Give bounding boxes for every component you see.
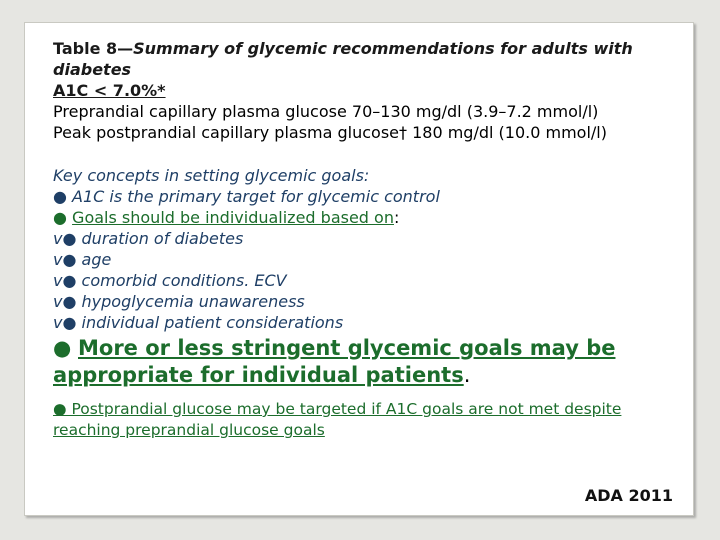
postprandial-target: Peak postprandial capillary plasma glucose† 180 mg/dl (10.0 mmol/l): [53, 123, 607, 142]
postprandial-note: ● Postprandial glucose may be targeted if A1C goals are not met despite reaching preprandial glucose goals: [53, 400, 622, 439]
factor-item: v● duration of diabetes: [53, 229, 244, 248]
slide-content: [53, 38, 689, 441]
table-title: [53, 38, 689, 80]
a1c-target: A1C < 7.0%*: [53, 81, 166, 100]
source-citation: ADA 2011: [584, 486, 673, 505]
slide: [24, 22, 694, 516]
factor-item: v● age: [53, 250, 112, 269]
individualized-colon: :: [393, 208, 400, 227]
individualized-text: Goals should be individualized based on: [72, 208, 394, 227]
individualized-bullet: [53, 207, 689, 228]
factor-item: v● comorbid conditions. ECV: [53, 271, 287, 290]
key-concepts-heading: Key concepts in setting glycemic goals:: [53, 166, 370, 185]
stringent-period: .: [463, 363, 471, 387]
key-concepts: [53, 165, 689, 333]
title-prefix: Table 8—: [53, 39, 134, 58]
factor-item: v● hypoglycemia unawareness: [53, 292, 305, 311]
spacer: [53, 143, 689, 165]
bullet-glyph: ●: [53, 208, 73, 227]
stringent-goals-statement: [53, 335, 689, 389]
stringent-text: More or less stringent glycemic goals may be appropriate for individual patients: [53, 336, 616, 387]
preprandial-target: Preprandial capillary plasma glucose 70–130 mg/dl (3.9–7.2 mmol/l): [53, 102, 599, 121]
primary-target-bullet: ● A1C is the primary target for glycemic control: [53, 187, 440, 206]
bullet-glyph: ●: [53, 336, 78, 360]
title-text: Summary of glycemic recommendations for adults with diabetes: [53, 39, 633, 79]
factor-item: v● individual patient considerations: [53, 313, 344, 332]
